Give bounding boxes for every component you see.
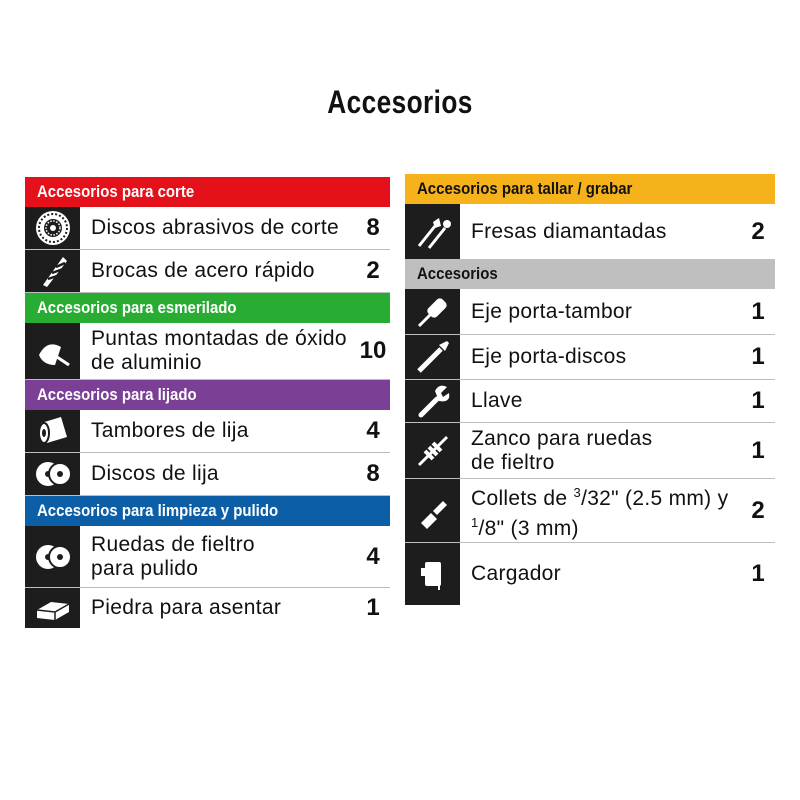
section-header-lijado: Accesorios para lijado [25, 380, 390, 410]
list-item [405, 479, 775, 543]
section-header-limpieza: Accesorios para limpieza y pulido [25, 496, 390, 526]
sanding-drum-icon [25, 410, 80, 452]
list-item [405, 289, 775, 335]
item-qty: 1 [751, 297, 765, 325]
item-qty: 8 [366, 460, 380, 487]
item-name: Puntas montadas de óxido de aluminio [91, 327, 347, 374]
wrench-icon [405, 380, 460, 422]
item-qty: 2 [751, 217, 765, 245]
list-item [405, 423, 775, 479]
item-name: Eje porta-discos [471, 345, 627, 368]
mounted-point-icon [25, 323, 80, 379]
section-header-corte: Accesorios para corte [25, 177, 390, 207]
item-qty: 1 [751, 436, 765, 464]
item-name: Tambores de lija [91, 419, 249, 442]
section-header-tallar: Accesorios para tallar / grabar [405, 174, 775, 204]
drill-bit-icon [25, 250, 80, 292]
list-item [25, 323, 390, 380]
drum-mandrel-icon [405, 289, 460, 334]
list-item [405, 335, 775, 380]
list-item [405, 543, 775, 605]
item-qty: 1 [751, 343, 765, 370]
diamond-burs-icon [405, 204, 460, 259]
list-item [25, 453, 390, 496]
item-name: Piedra para asentar [91, 596, 282, 619]
item-name: Ruedas de fieltro para pulido [91, 532, 255, 580]
left-column [25, 177, 390, 628]
list-item [25, 410, 390, 453]
item-qty: 1 [751, 560, 765, 587]
item-qty: 10 [359, 337, 387, 364]
item-name: Collets de $^3$/32" (2.5 mm) y $^1$/8" (3 mm) [471, 484, 729, 540]
felt-mandrel-icon [405, 423, 460, 478]
right-column [405, 174, 775, 605]
list-item [25, 526, 390, 588]
honing-stone-icon [25, 588, 80, 628]
item-name: Fresas diamantadas [471, 219, 667, 243]
list-item [25, 250, 390, 293]
abrasive-disc-icon [25, 207, 80, 249]
sanding-disc-icon [25, 453, 80, 495]
item-qty: 1 [751, 387, 765, 414]
item-name: Discos de lija [91, 462, 219, 485]
item-name: Zanco para ruedas de fieltro [471, 426, 653, 474]
list-item [405, 204, 775, 259]
item-qty: 1 [366, 594, 380, 621]
item-qty: 2 [366, 257, 380, 284]
item-name: Llave [471, 389, 523, 412]
item-qty: 4 [366, 542, 380, 570]
item-qty: 4 [366, 417, 380, 444]
section-header-esmerilado: Accesorios para esmerilado [25, 293, 390, 323]
item-qty: 8 [366, 214, 380, 241]
list-item [405, 380, 775, 423]
item-name: Eje porta-tambor [471, 299, 633, 323]
felt-wheel-icon [25, 526, 80, 587]
list-item [25, 588, 390, 628]
page-title: Accesorios [327, 84, 473, 120]
section-header-accesorios: Accesorios [405, 259, 775, 289]
disc-mandrel-icon [405, 335, 460, 379]
collet-icon [405, 479, 460, 542]
charger-icon [405, 543, 460, 605]
item-name: Brocas de acero rápido [91, 259, 315, 282]
list-item [25, 207, 390, 250]
item-name: Cargador [471, 562, 561, 585]
item-qty: 2 [751, 496, 765, 524]
item-name: Discos abrasivos de corte [91, 216, 339, 239]
